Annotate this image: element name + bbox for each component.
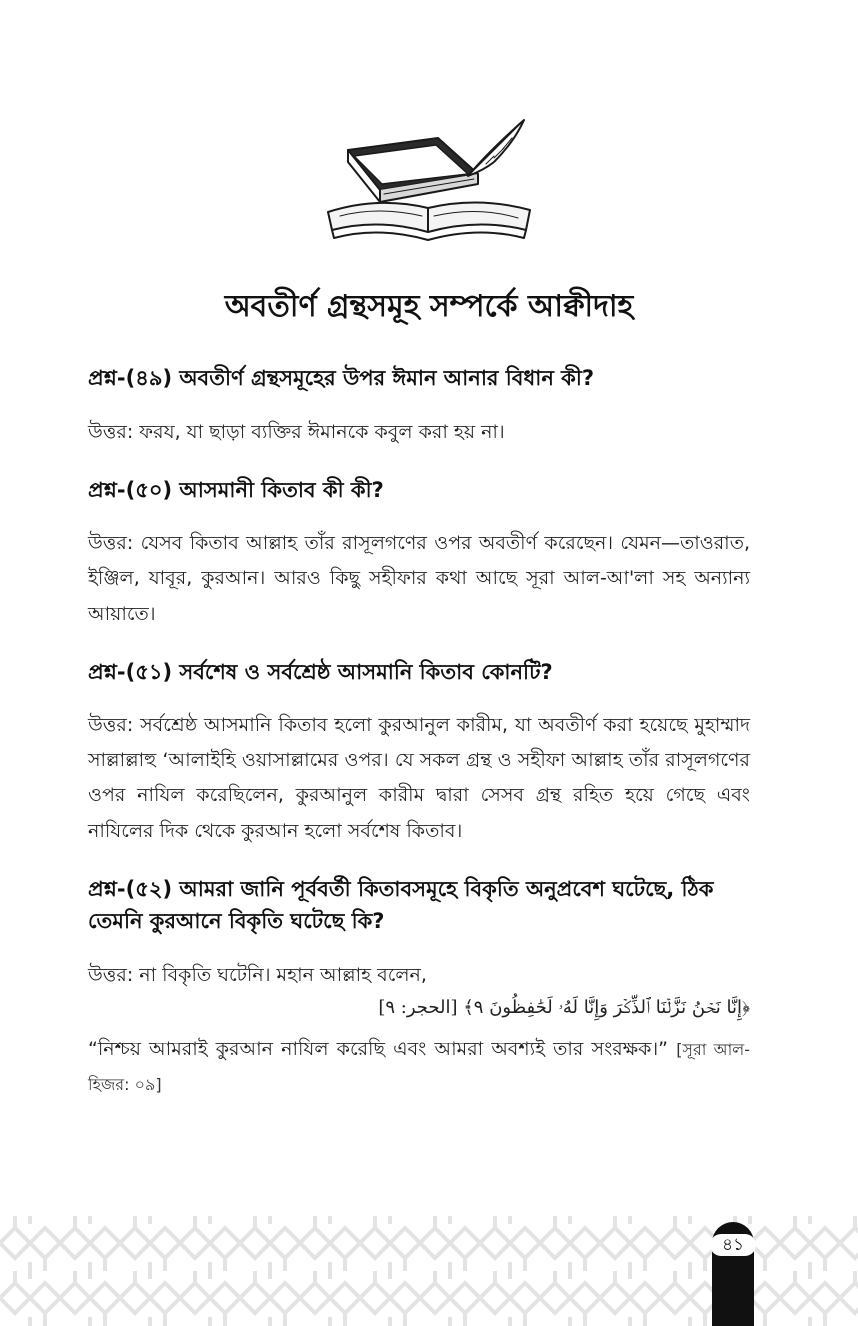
answer-52: উত্তর: না বিকৃতি ঘটেনি। মহান আল্লাহ বলেন, (88, 963, 427, 986)
qa-content (88, 362, 750, 1102)
arabic-verse: ﴿إِنَّا نَحۡنُ نَزَّلۡنَا ٱلذِّكۡرَ وَإِنَّا لَهُۥ لَحَٰفِظُونَ ٩﴾ [الحجر: ٩] (378, 997, 750, 1018)
verse-translation: “নিশ্চয় আমরাই কুরআন নাযিল করেছি এবং আমরা অবশ্যই তার সংরক্ষক।” (88, 1037, 669, 1060)
verse-translation-block (88, 1032, 750, 1102)
answer-50: উত্তর: যেসব কিতাব আল্লাহ তাঁর রাসূলগণের ওপর অবতীর্ণ করেছেন। যেমন—তাওরাত, ইঞ্জিল, যাবূর, কুরআন। আরও কিছু সহীফার কথা আছে সূরা আল-আ'লা সহ অন্যান্য আয়াতে। (88, 532, 750, 625)
verse-reference: [সূরা আল-হিজর: ০৯] (88, 1039, 750, 1094)
question-51: প্রশ্ন-(৫১) সর্বশেষ ও সর্বশ্রেষ্ঠ আসমানি কিতাব কোনটি? (88, 659, 553, 684)
question-52: প্রশ্ন-(৫২) আমরা জানি পূর্ববর্তী কিতাবসমূহে বিকৃতি অনুপ্রবেশ ঘটেছে, ঠিক তেমনি কুরআনে বিকৃতি ঘটেছে কি? (88, 876, 714, 934)
answer-51: উত্তর: সর্বশ্রেষ্ঠ আসমানি কিতাব হলো কুরআনুল কারীম, যা অবতীর্ণ করা হয়েছে মুহাম্মাদ সাল্লাল্লাহু ‘আলাইহি ওয়াসাল্লামের ওপর। যে সকল গ্রন্থ ও সহীফা আল্লাহ তাঁর রাসূলগণের ওপর নাযিল করেছিলেন, কুরআনুল কারীম দ্বারা সেসব গ্রন্থ রহিত হয়ে গেছে এবং নাযিলের দিক থেকে কুরআন হলো সর্বশেষ কিতাব। (88, 714, 750, 842)
answer-49: উত্তর: ফরয, যা ছাড়া ব্যক্তির ঈমানকে কবুল করা হয় না। (88, 420, 505, 443)
page-number: ৪১ (710, 1234, 756, 1256)
book-quill-illustration (318, 112, 540, 244)
chapter-title: অবতীর্ণ গ্রন্থসমূহ সম্পর্কে আক্বীদাহ (224, 289, 634, 324)
question-49: প্রশ্ন-(৪৯) অবতীর্ণ গ্রন্থসমূহের উপর ঈমান আনার বিধান কী? (88, 366, 595, 390)
question-50: প্রশ্ন-(৫০) আসমানী কিতাব কী কী? (88, 477, 384, 502)
